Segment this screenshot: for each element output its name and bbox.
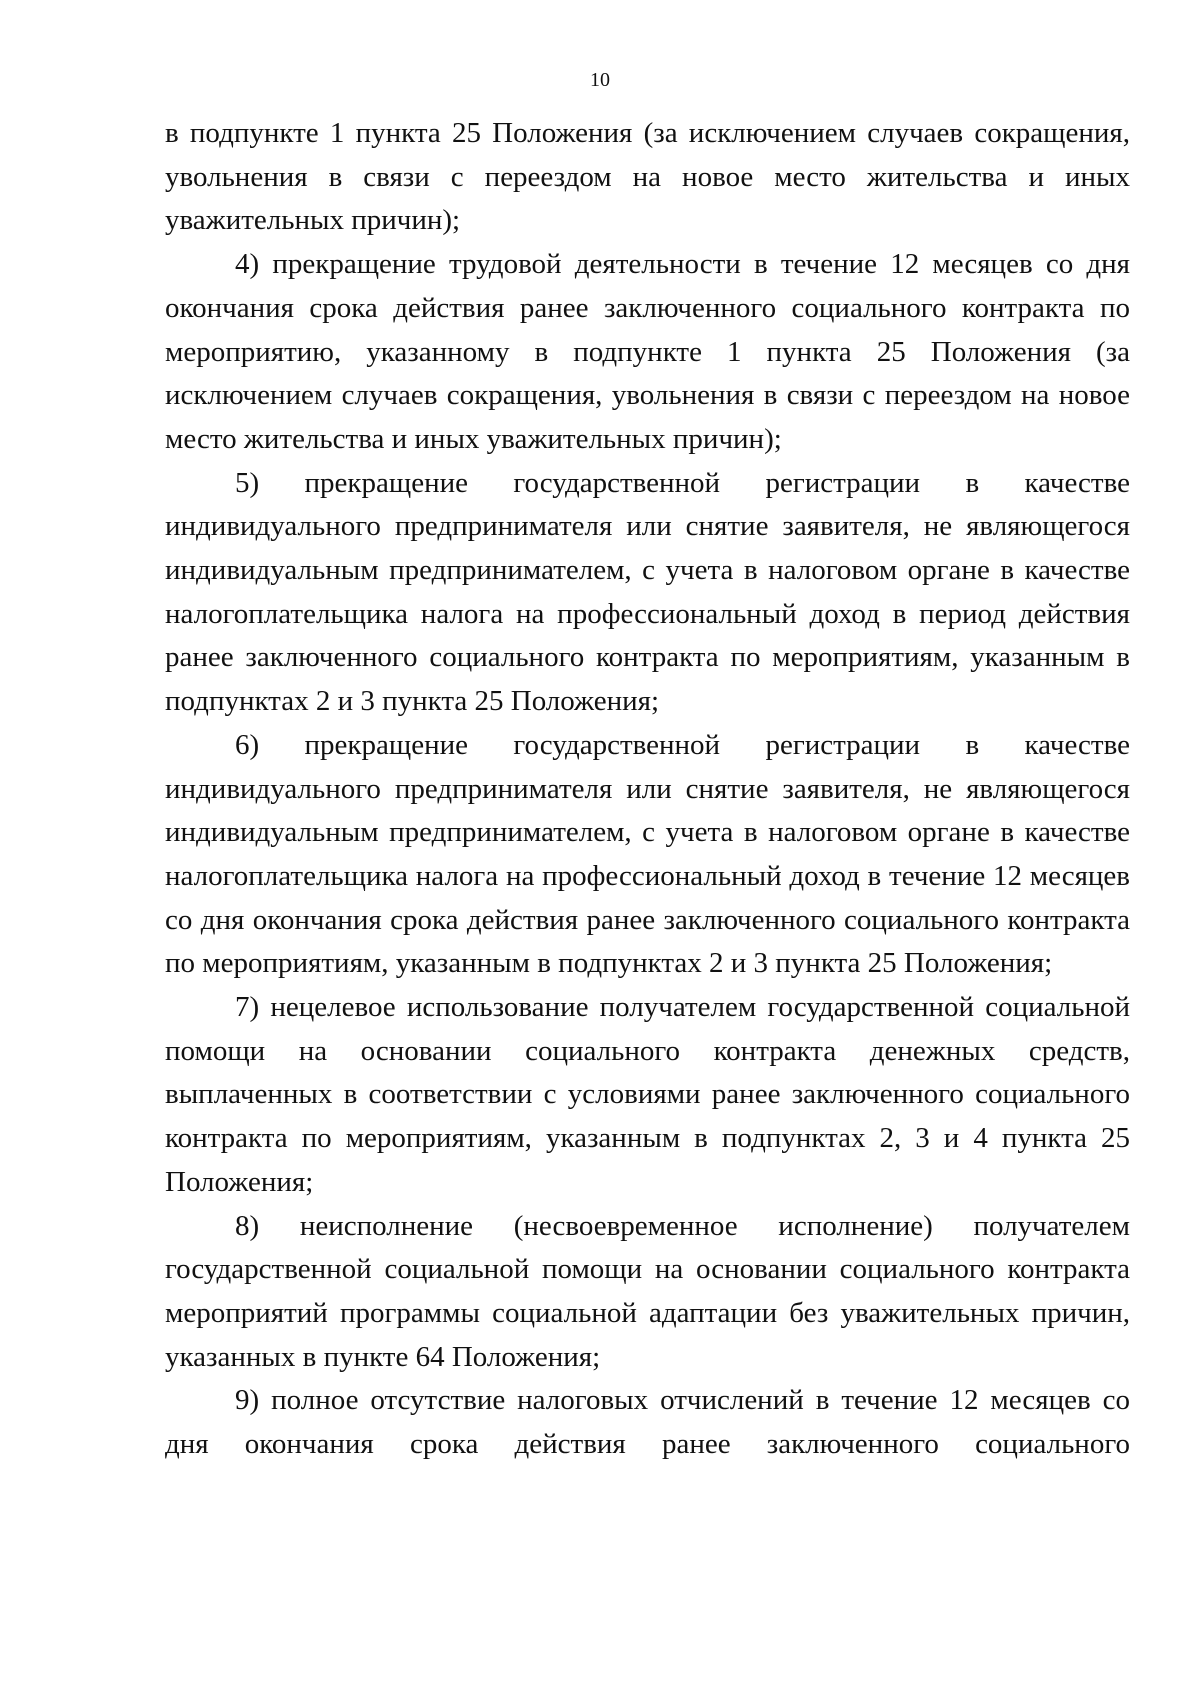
paragraph-continuation: в подпункте 1 пункта 25 Положения (за исключением случаев сокращения, увольнения в связи с переездом на новое место жительства и иных уважительных причин); <box>165 117 1130 237</box>
paragraph-item-7: 7) нецелевое использование получателем государственной социальной помощи на основании социального контракта денежных средств, выплаченных в соответствии с условиями ранее заключенного социального контракта по мероприятиям, указанным в подпунктах 2, 3 и 4 пункта 25 Положения; <box>165 991 1130 1198</box>
paragraph-item-9: 9) полное отсутствие налоговых отчислений в течение 12 месяцев со дня окончания срока действия ранее заключенного социального <box>165 1384 1130 1461</box>
paragraph-item-6: 6) прекращение государственной регистрации в качестве индивидуального предпринимателя или снятие заявителя, не являющегося индивидуальным предпринимателем, с учета в налоговом органе в качестве налогоплательщика налога на профессиональный доход в течение 12 месяцев со дня окончания срока действия ранее заключенного социального контракта по мероприятиям, указанным в подпунктах 2 и 3 пункта 25 Положения; <box>165 728 1130 980</box>
document-body <box>165 112 1130 1467</box>
paragraph-item-5: 5) прекращение государственной регистрации в качестве индивидуального предпринимателя или снятие заявителя, не являющегося индивидуальным предпринимателем, с учета в налоговом органе в качестве налогоплательщика налога на профессиональный доход в период действия ранее заключенного социального контракта по мероприятиям, указанным в подпунктах 2 и 3 пункта 25 Положения; <box>165 466 1130 718</box>
paragraph-item-4: 4) прекращение трудовой деятельности в течение 12 месяцев со дня окончания срока действия ранее заключенного социального контракта по мероприятию, указанному в подпункте 1 пункта 25 Положения (за исключением случаев сокращения, увольнения в связи с переездом на новое место жительства и иных уважительных причин); <box>165 248 1130 455</box>
page-number: 10 <box>590 69 610 91</box>
paragraph-item-8: 8) неисполнение (несвоевременное исполнение) получателем государственной социальной помощи на основании социального контракта мероприятий программы социальной адаптации без уважительных причин, указанных в пункте 64 Положения; <box>165 1209 1130 1373</box>
